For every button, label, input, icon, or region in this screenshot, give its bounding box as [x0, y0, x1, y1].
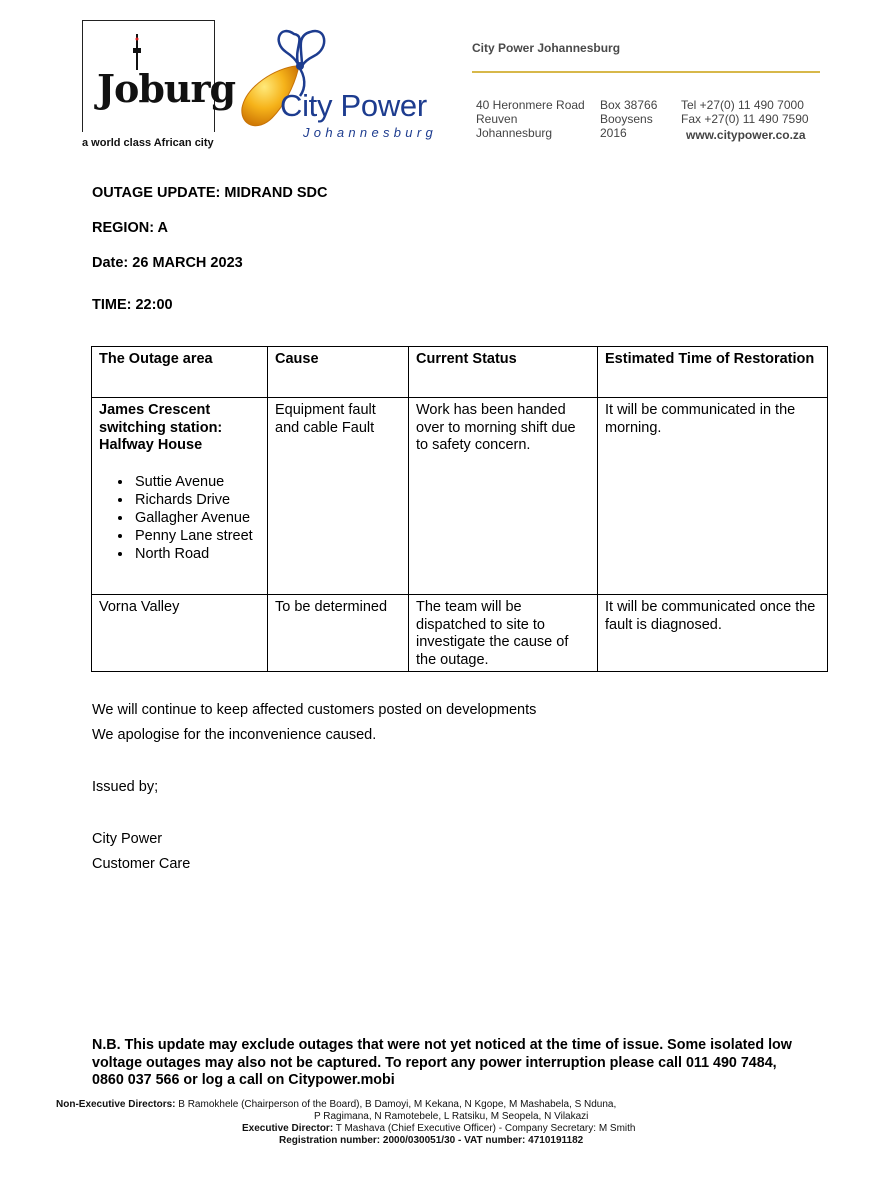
area-name: James Crescent switching station: Halfway House	[99, 402, 223, 453]
tel-number: Tel +27(0) 11 490 7000	[681, 98, 804, 112]
column-header: Current Status	[409, 347, 598, 398]
table-row	[92, 398, 828, 595]
address-block	[476, 98, 585, 140]
affected-streets-list	[99, 473, 261, 563]
address-line: Reuven	[476, 112, 518, 126]
column-header: Estimated Time of Restoration	[598, 347, 828, 398]
cause-cell: Equipment fault and cable Fault	[268, 398, 409, 595]
nonexec-label: Non-Executive Directors:	[56, 1099, 176, 1110]
postal-line: Box 38766	[600, 98, 658, 112]
tower-icon	[130, 34, 144, 70]
date-label: Date: 26 MARCH 2023	[92, 255, 243, 271]
table-header-row	[92, 347, 828, 398]
column-header: The Outage area	[92, 347, 268, 398]
exec-names: T Mashava (Chief Executive Officer) - Company Secretary: M Smith	[335, 1123, 636, 1134]
region-label: REGION: A	[92, 220, 168, 236]
citypower-logo-sub: Johannesburg	[303, 125, 437, 140]
website-link[interactable]: www.citypower.co.za	[686, 128, 806, 142]
status-cell: The team will be dispatched to site to investigate the cause of the outage.	[409, 595, 598, 672]
street-item: • Suttie Avenue	[133, 473, 261, 491]
restoration-cell: It will be communicated once the fault is diagnosed.	[598, 595, 828, 672]
update-note: We will continue to keep affected customers posted on developments	[92, 702, 537, 718]
footer-registration	[279, 1134, 583, 1147]
org-name: City Power Johannesburg	[472, 41, 621, 55]
postal-line: 2016	[600, 126, 627, 140]
issued-by-label: Issued by;	[92, 779, 159, 795]
status-cell: Work has been handed over to morning shift due to safety concern.	[409, 398, 598, 595]
nonexec-names: B Ramokhele (Chairperson of the Board), B Damoyi, M Kekana, N Kgope, M Mashabela, S Nduna,	[178, 1099, 617, 1110]
area-cell: Vorna Valley	[92, 595, 268, 672]
phone-block	[681, 98, 809, 126]
joburg-tagline: a world class African city	[82, 137, 214, 149]
issuer-department: Customer Care	[92, 856, 191, 872]
address-line: Johannesburg	[476, 126, 553, 140]
page-title: OUTAGE UPDATE: MIDRAND SDC	[92, 185, 328, 201]
nonexec-names-cont: P Ragimana, N Ramotebele, L Ratsiku, M Seopela, N Vilakazi	[314, 1111, 589, 1122]
street-item: • Richards Drive	[133, 491, 261, 509]
issuer-name: City Power	[92, 831, 163, 847]
street-item: • Gallagher Avenue	[133, 509, 261, 527]
apology-note: We apologise for the inconvenience caused.	[92, 727, 377, 743]
street-item: • Penny Lane street	[133, 527, 261, 545]
street-item: • North Road	[133, 545, 261, 563]
time-label: TIME: 22:00	[92, 297, 173, 313]
restoration-cell: It will be communicated in the morning.	[598, 398, 828, 595]
postal-line: Booysens	[600, 112, 653, 126]
cause-cell: To be determined	[268, 595, 409, 672]
registration-text: 2000/030051/30 - VAT number: 4710191182	[382, 1135, 584, 1146]
joburg-logo-text: Joburg	[97, 66, 236, 111]
fax-number: Fax +27(0) 11 490 7590	[681, 112, 809, 126]
area-cell	[92, 398, 268, 595]
column-header: Cause	[268, 347, 409, 398]
postal-block	[600, 98, 657, 140]
address-line: 40 Heronmere Road	[476, 98, 585, 112]
citypower-logo-name: City Power	[280, 88, 427, 123]
outage-table	[91, 346, 828, 672]
header-divider	[472, 71, 820, 73]
table-row	[92, 595, 828, 672]
registration-label: Registration number:	[279, 1135, 381, 1146]
disclaimer-note: N.B. This update may exclude outages that were not yet noticed at the time of issue. Some isolated low voltage outages may also not be captured. To report any power interruption please call 011 490 7484, 0860 037 566 or log a call on Citypower.mobi	[92, 1037, 792, 1088]
exec-label: Executive Director:	[242, 1123, 334, 1134]
